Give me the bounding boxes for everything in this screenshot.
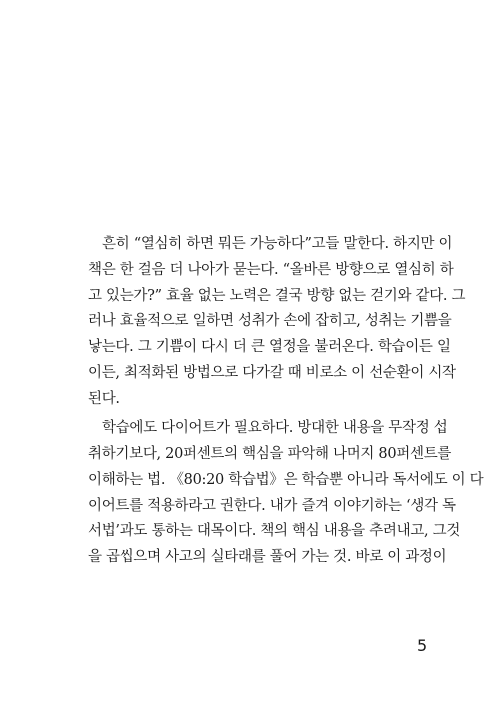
- paragraph-1-line-3: 고 있는가?” 효율 없는 노력은 결국 방향 없는 걷기와 같다. 그: [88, 287, 466, 304]
- paragraph-2-line-1: 학습에도 다이어트가 필요하다. 방대한 내용을 무작정 섭: [102, 420, 448, 437]
- page-number: 5: [417, 636, 428, 655]
- paragraph-1-line-6: 이든, 최적화된 방법으로 다가갈 때 비로소 이 선순환이 시작: [88, 364, 456, 381]
- paragraph-1-line-7: 된다.: [88, 390, 120, 407]
- paragraph-2-line-5: 서법’과도 통하는 대목이다. 책의 핵심 내용을 추려내고, 그것: [88, 523, 461, 540]
- paragraph-2-line-3: 이해하는 법. 《80:20 학습법》은 학습뿐 아니라 독서에도 이 다: [88, 471, 484, 488]
- paragraph-1-line-5: 낳는다. 그 기쁨이 다시 더 큰 열정을 불러온다. 학습이든 일: [88, 339, 451, 355]
- paragraph-2-line-4: 이어트를 적용하라고 권한다. 내가 즐겨 이야기하는 ‘생각 독: [88, 497, 456, 514]
- paragraph-2-line-2: 취하기보다, 20퍼센트의 핵심을 파악해 나머지 80퍼센트를: [88, 446, 452, 462]
- body-text: [88, 232, 484, 571]
- paragraph-1-line-4: 러나 효율적으로 일하면 성취가 손에 잡히고, 성취는 기쁨을: [88, 313, 452, 330]
- paragraph-1-line-1: 흔히 “열심히 하면 뭐든 가능하다”고들 말한다. 하지만 이: [102, 236, 453, 252]
- paragraph-1-line-2: 책은 한 걸음 더 나아가 묻는다. “올바른 방향으로 열심히 하: [88, 261, 454, 278]
- paragraph-2-line-6: 을 곱씹으며 사고의 실타래를 풀어 가는 것. 바로 이 과정이: [88, 549, 447, 565]
